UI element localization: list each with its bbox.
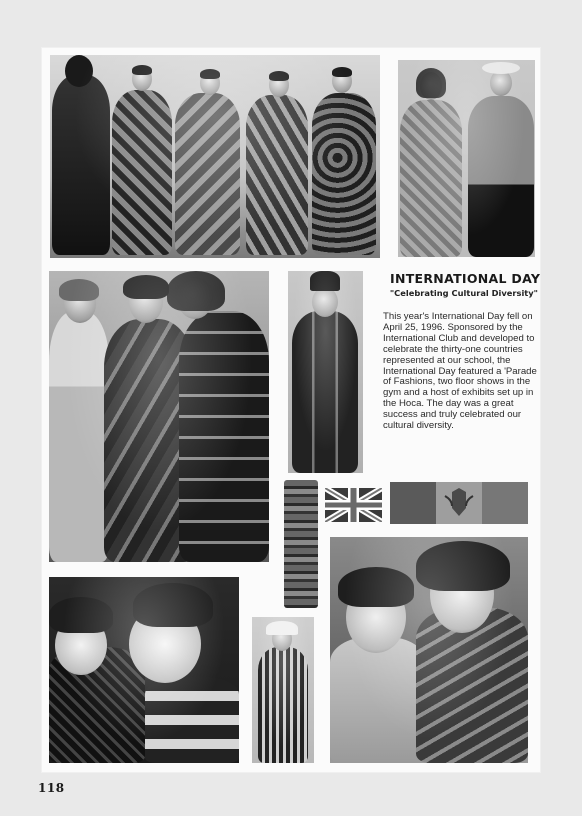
photo-kimono-group bbox=[50, 55, 380, 258]
photo-girls-scarves bbox=[49, 577, 239, 763]
article-subtitle: "Celebrating Cultural Diversity" bbox=[389, 288, 538, 298]
photo-two-girls-closeup bbox=[330, 537, 528, 763]
photo-three-girls bbox=[49, 271, 269, 562]
photo-robed-student bbox=[252, 617, 314, 763]
flag-united-kingdom bbox=[325, 488, 382, 522]
flag-moldova bbox=[390, 482, 528, 524]
page-number: 118 bbox=[38, 781, 65, 795]
photo-two-students bbox=[398, 60, 535, 257]
article-heading bbox=[382, 271, 541, 298]
photo-boy-costume bbox=[288, 271, 363, 473]
photo-carved-ornament bbox=[284, 480, 318, 608]
uk-flag-graphic bbox=[325, 488, 382, 522]
moldova-flag-graphic bbox=[390, 482, 528, 524]
article-body-text: This year's International Day fell on April 25, 1996. Sponsored by the International Club and developed to celebrate the thirty-one countries represented at our school, the International Day featured a 'Parade of Fashions, two floor shows in the gym and a host of exhibits set up in the Hoca. The day was a great success and truly celebrated our cultural diversity. bbox=[383, 311, 537, 432]
article-body bbox=[383, 312, 537, 432]
article-title: INTERNATIONAL DAY bbox=[390, 271, 541, 286]
